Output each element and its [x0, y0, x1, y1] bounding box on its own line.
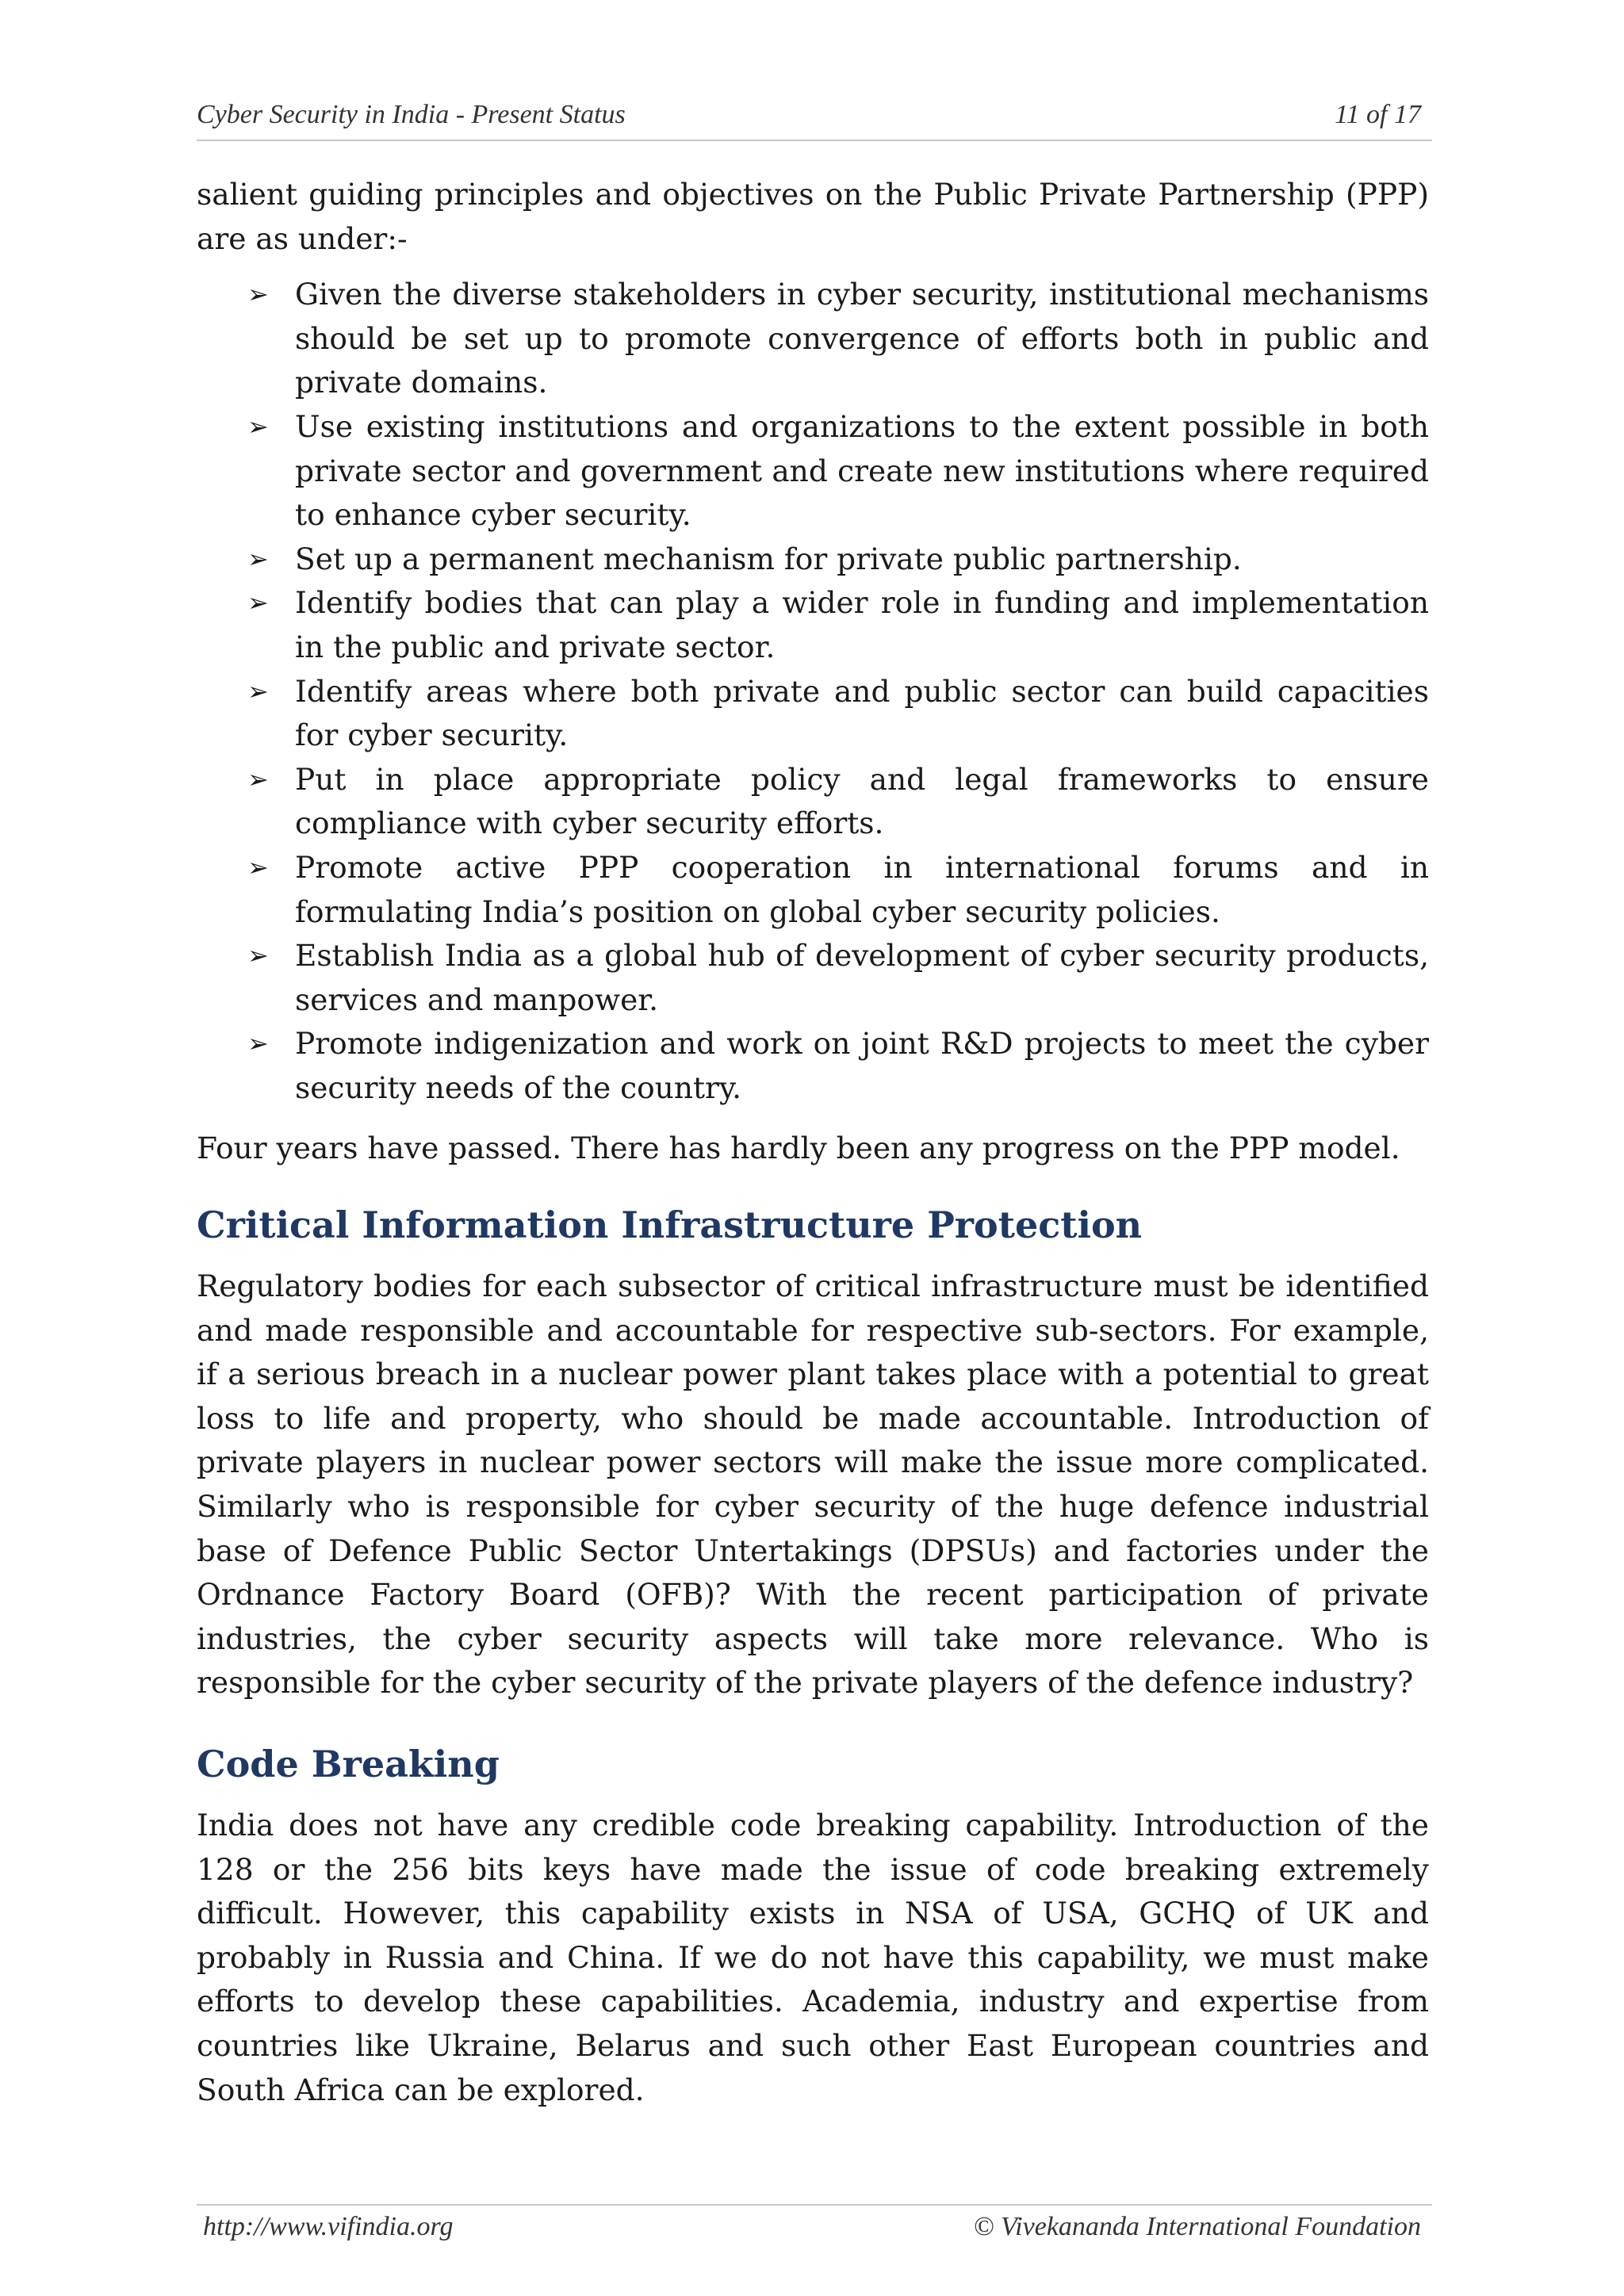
footer-url[interactable]: http://www.vifindia.org	[203, 2212, 454, 2241]
list-item	[197, 1022, 1429, 1110]
list-item	[197, 758, 1429, 846]
page-content	[197, 173, 1429, 2112]
arrow-bullet-icon: ➢	[247, 940, 269, 971]
list-item	[197, 934, 1429, 1022]
arrow-bullet-icon: ➢	[247, 279, 269, 310]
page-header	[197, 94, 1432, 141]
ppp-principles-list	[197, 273, 1429, 1110]
header-title: Cyber Security in India - Present Status	[197, 100, 626, 129]
arrow-bullet-icon: ➢	[247, 587, 269, 618]
list-item-text: Use existing institutions and organizations to the extent possible in both private sector and government and create new institutions where required to enhance cyber security.	[295, 408, 1429, 533]
arrow-bullet-icon: ➢	[247, 851, 269, 882]
intro-paragraph: salient guiding principles and objectives on the Public Private Partnership (PPP) are as under:-	[197, 177, 1429, 256]
list-item-text: Establish India as a global hub of development of cyber security products, services and manpower.	[295, 938, 1429, 1017]
list-item-text: Set up a permanent mechanism for private public partnership.	[295, 541, 1242, 576]
list-item-text: Identify areas where both private and public sector can build capacities for cyber security.	[295, 673, 1429, 753]
list-item	[197, 846, 1429, 934]
list-item	[197, 405, 1429, 538]
code-breaking-paragraph: India does not have any credible code breaking capability. Introduction of the 128 or the 256 bits keys have made the issue of code breaking extremely difficult. However, this capability exists in NSA of USA, GCHQ of UK and probably in Russia and China. If we do not have this capability, we must make efforts to develop these capabilities. Academia, industry and expertise from countries like Ukraine, Belarus and such other East European countries and South Africa can be explored.	[197, 1808, 1429, 2107]
list-item-text: Promote indigenization and work on joint R&D projects to meet the cyber security needs of the country.	[295, 1026, 1429, 1105]
arrow-bullet-icon: ➢	[247, 763, 269, 794]
arrow-bullet-icon: ➢	[247, 543, 269, 574]
arrow-bullet-icon: ➢	[247, 1028, 269, 1059]
list-item	[197, 670, 1429, 758]
arrow-bullet-icon: ➢	[247, 411, 269, 442]
list-item	[197, 581, 1429, 669]
page-number: 11 of 17	[1335, 100, 1421, 129]
section-heading-ciip: Critical Information Infrastructure Protection	[197, 1203, 1143, 1247]
section-heading-code-breaking: Code Breaking	[197, 1743, 500, 1785]
list-item-text: Promote active PPP cooperation in international forums and in formulating India’s position on global cyber security policies.	[295, 849, 1429, 929]
list-item-text: Given the diverse stakeholders in cyber security, institutional mechanisms should be set up to promote convergence of efforts both in public and private domains.	[295, 277, 1429, 400]
page-footer	[197, 2204, 1432, 2248]
ciip-paragraph: Regulatory bodies for each subsector of critical infrastructure must be identified and made responsible and accountable for respective sub-sectors. For example, if a serious breach in a nuclear power plant takes place with a potential to great loss to life and property, who should be made accountable. Introduction of private players in nuclear power sectors will make the issue more complicated. Similarly who is responsible for cyber security of the huge defence industrial base of Defence Public Sector Untertakings (DPSUs) and factories under the Ordnance Factory Board (OFB)? With the recent participation of private industries, the cyber security aspects will take more relevance. Who is responsible for the cyber security of the private players of the defence industry?	[197, 1269, 1429, 1701]
footer-copyright: © Vivekananda International Foundation	[973, 2212, 1421, 2241]
ppp-progress-paragraph: Four years have passed. There has hardly been any progress on the PPP model.	[197, 1131, 1400, 1166]
list-item-text: Put in place appropriate policy and legal frameworks to ensure compliance with cyber security efforts.	[295, 761, 1429, 841]
list-item	[197, 273, 1429, 405]
list-item-text: Identify bodies that can play a wider role in funding and implementation in the public and private sector.	[295, 585, 1429, 664]
list-item	[197, 538, 1429, 582]
arrow-bullet-icon: ➢	[247, 675, 269, 706]
